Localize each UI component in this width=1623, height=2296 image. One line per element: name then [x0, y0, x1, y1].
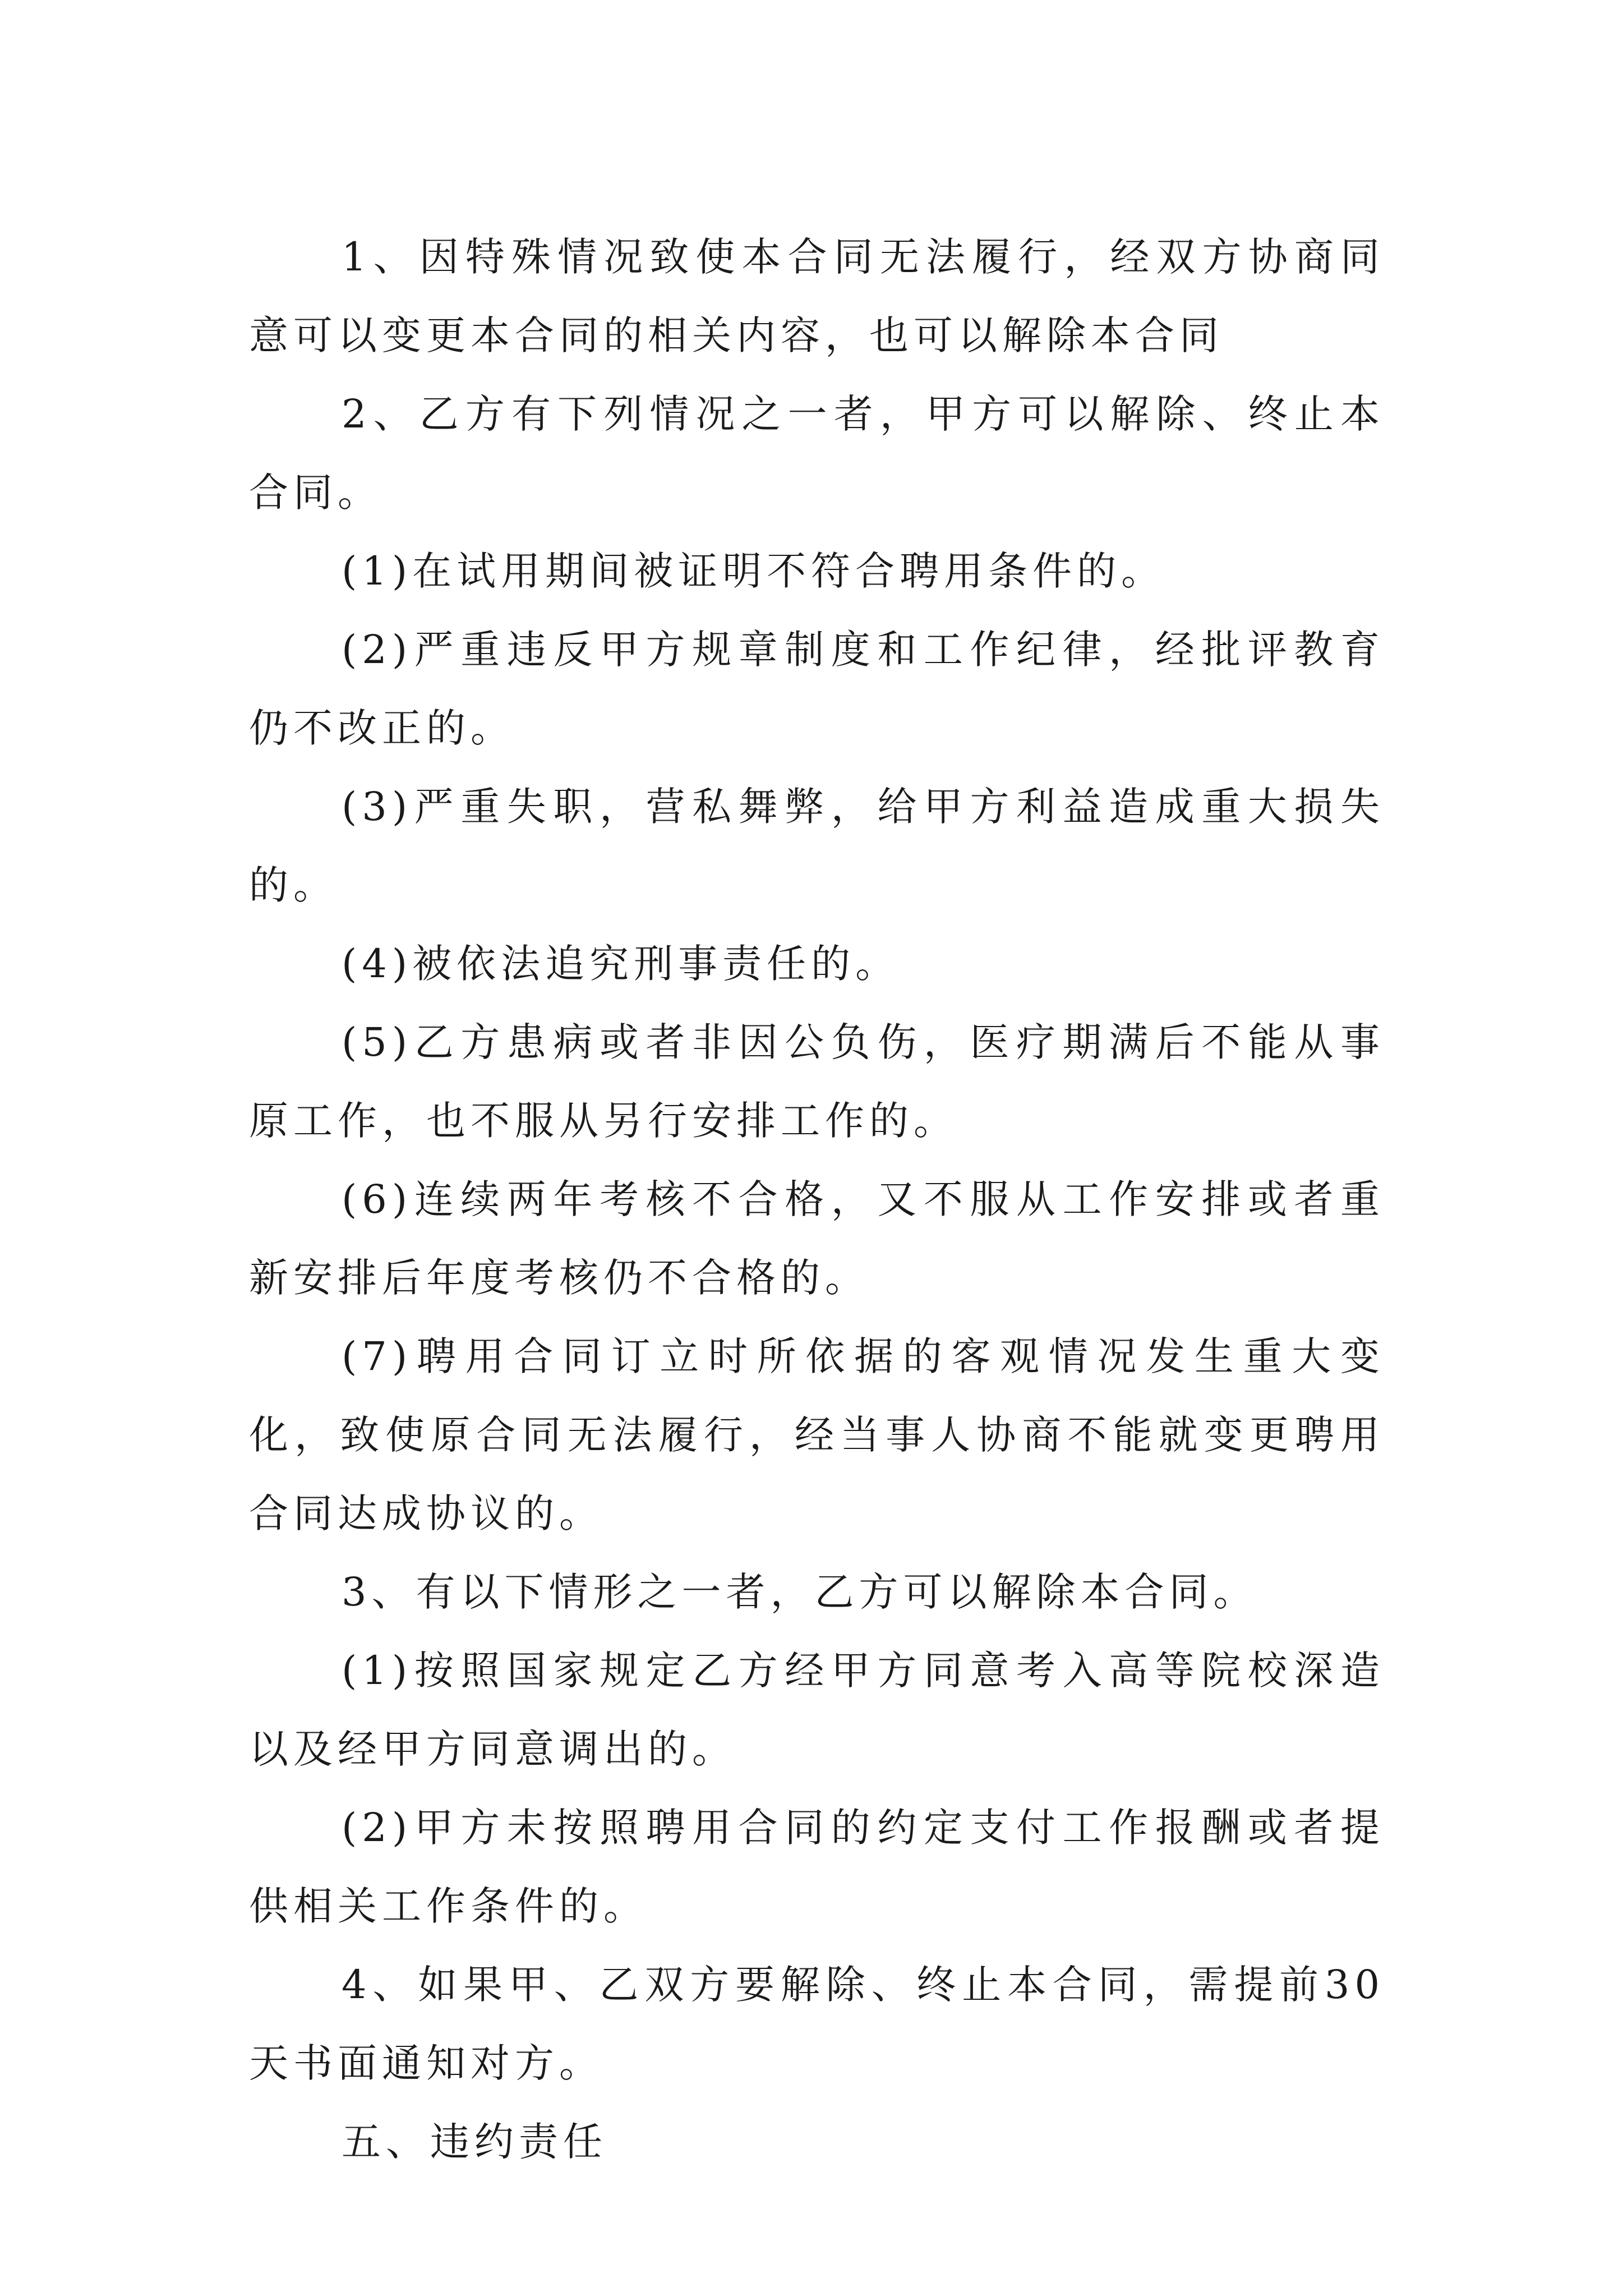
paragraph-2: 2、乙方有下列情况之一者，甲方可以解除、终止本合同。: [249, 391, 1385, 516]
paragraph-7: (5)乙方患病或者非因公负伤，医疗期满后不能从事原工作，也不服从另行安排工作的。: [249, 1019, 1385, 1144]
section-heading: 五、违约责任: [342, 2119, 607, 2165]
paragraph-12: (2)甲方未按照聘用合同的约定支付工作报酬或者提供相关工作条件的。: [249, 1805, 1385, 1929]
paragraph-8: (6)连续两年考核不合格，又不服从工作安排或者重新安排后年度考核仍不合格的。: [249, 1176, 1385, 1301]
paragraph-4: (2)严重违反甲方规章制度和工作纪律，经批评教育仍不改正的。: [249, 627, 1385, 751]
paragraph-11: (1)按照国家规定乙方经甲方同意考入高等院校深造以及经甲方同意调出的。: [249, 1648, 1385, 1772]
document-body: [249, 218, 1385, 2181]
paragraph-13: 4、如果甲、乙双方要解除、终止本合同，需提前30天书面通知对方。: [249, 1962, 1385, 2086]
paragraph-9: (7)聘用合同订立时所依据的客观情况发生重大变化，致使原合同无法履行，经当事人协商不能就变更聘用合同达成协议的。: [249, 1333, 1385, 1536]
paragraph-5: (3)严重失职，营私舞弊，给甲方利益造成重大损失的。: [249, 784, 1385, 908]
paragraph-1: 1、因特殊情况致使本合同无法履行，经双方协商同意可以变更本合同的相关内容，也可以解除本合同: [249, 234, 1385, 358]
paragraph-6: (4)被依法追究刑事责任的。: [342, 941, 900, 987]
paragraph-3: (1)在试用期间被证明不符合聘用条件的。: [342, 548, 1166, 594]
paragraph-10: 3、有以下情形之一者，乙方可以解除本合同。: [342, 1569, 1258, 1615]
